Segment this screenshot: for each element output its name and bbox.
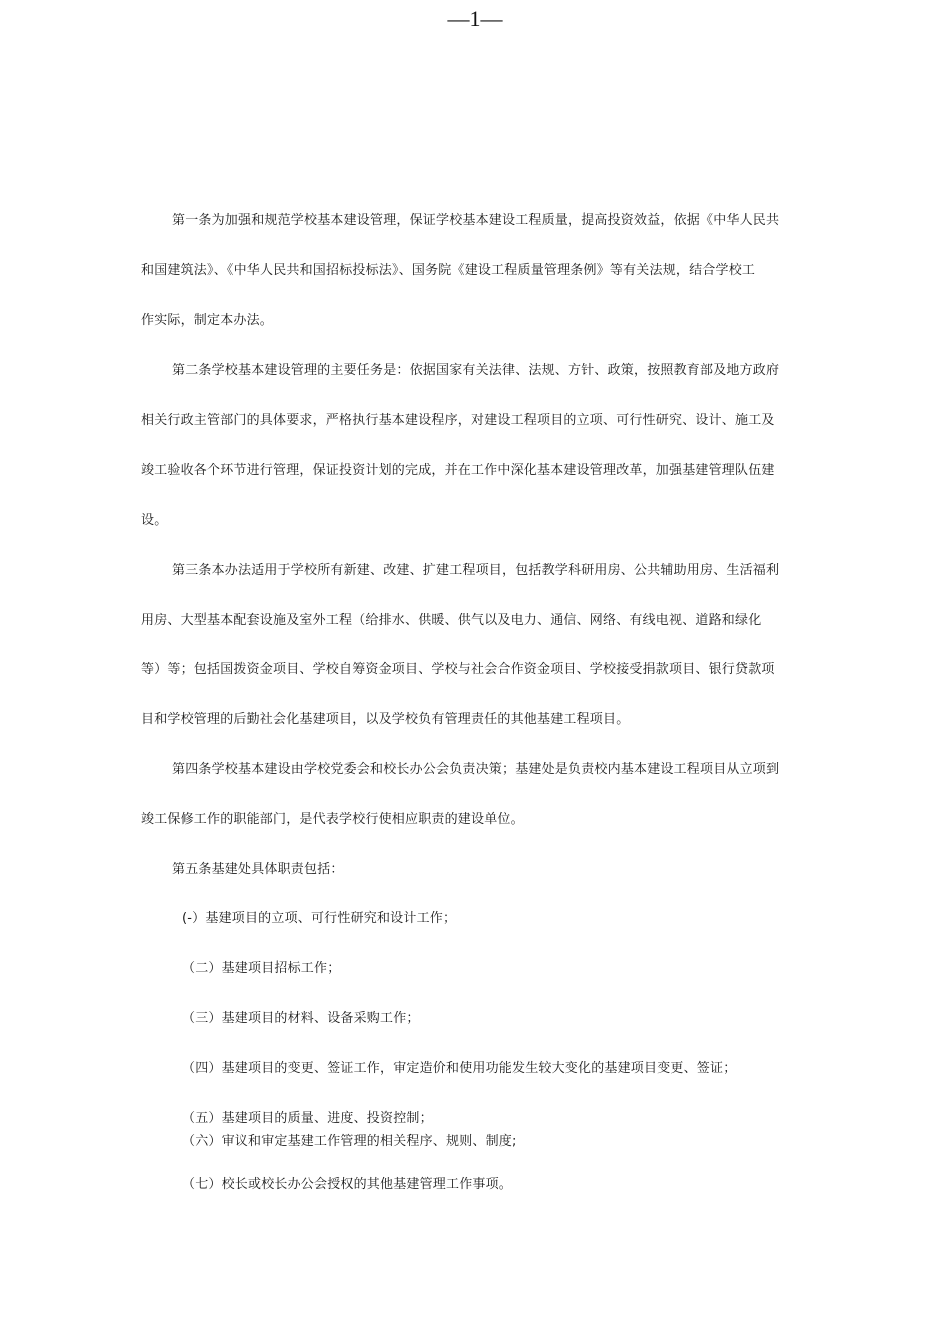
duty-item-4: （四）基建项目的变更、签证工作，审定造价和使用功能发生较大变化的基建项目变更、签证； [182,1061,737,1076]
article-3-line-2: 用房、大型基本配套设施及室外工程（给排水、供暖、供气以及电力、通信、网络、有线电视、道路和绿化 [141,613,762,628]
article-4-line-1: 第四条学校基本建设由学校党委会和校长办公会负责决策；基建处是负责校内基本建设工程项目从立项到 [172,762,780,777]
article-3-line-3: 等）等；包括国拨资金项目、学校自筹资金项目、学校与社会合作资金项目、学校接受捐款项目、银行贷款项 [141,662,775,677]
article-2-line-2: 相关行政主管部门的具体要求，严格执行基本建设程序，对建设工程项目的立项、可行性研究、设计、施工及 [141,413,775,428]
duty-item-1: (-）基建项目的立项、可行性研究和设计工作； [182,911,457,926]
duty-item-2: （二）基建项目招标工作； [182,961,341,976]
duty-item-5: （五）基建项目的质量、进度、投资控制； [182,1111,433,1126]
article-2-line-4: 设。 [141,513,168,528]
article-4-line-2: 竣工保修工作的职能部门，是代表学校行使相应职责的建设单位。 [141,812,524,827]
article-3-line-1: 第三条本办法适用于学校所有新建、改建、扩建工程项目，包括教学科研用房、公共辅助用房、生活福利 [172,563,780,578]
article-1-line-2: 和国建筑法》、《中华人民共和国招标投标法》、国务院《建设工程质量管理条例》等有关法规，结合学校工 [141,263,756,278]
page-number: —1— [447,6,503,31]
article-2-line-1: 第二条学校基本建设管理的主要任务是：依据国家有关法律、法规、方针、政策，按照教育部及地方政府 [172,363,780,378]
article-1-line-1: 第一条为加强和规范学校基本建设管理，保证学校基本建设工程质量，提高投资效益，依据《中华人民共 [172,213,780,228]
article-5-heading: 第五条基建处具体职责包括： [172,862,344,877]
duty-item-7: （七）校长或校长办公会授权的其他基建管理工作事项。 [182,1177,513,1192]
duty-item-3: （三）基建项目的材料、设备采购工作； [182,1011,420,1026]
duty-item-6: （六）审议和审定基建工作管理的相关程序、规则、制度; [182,1134,517,1149]
article-1-line-3: 作实际，制定本办法。 [141,313,274,328]
article-2-line-3: 竣工验收各个环节进行管理，保证投资计划的完成，并在工作中深化基本建设管理改革，加强基建管理队伍建 [141,463,775,478]
article-3-line-4: 目和学校管理的后勤社会化基建项目，以及学校负有管理责任的其他基建工程项目。 [141,712,630,727]
